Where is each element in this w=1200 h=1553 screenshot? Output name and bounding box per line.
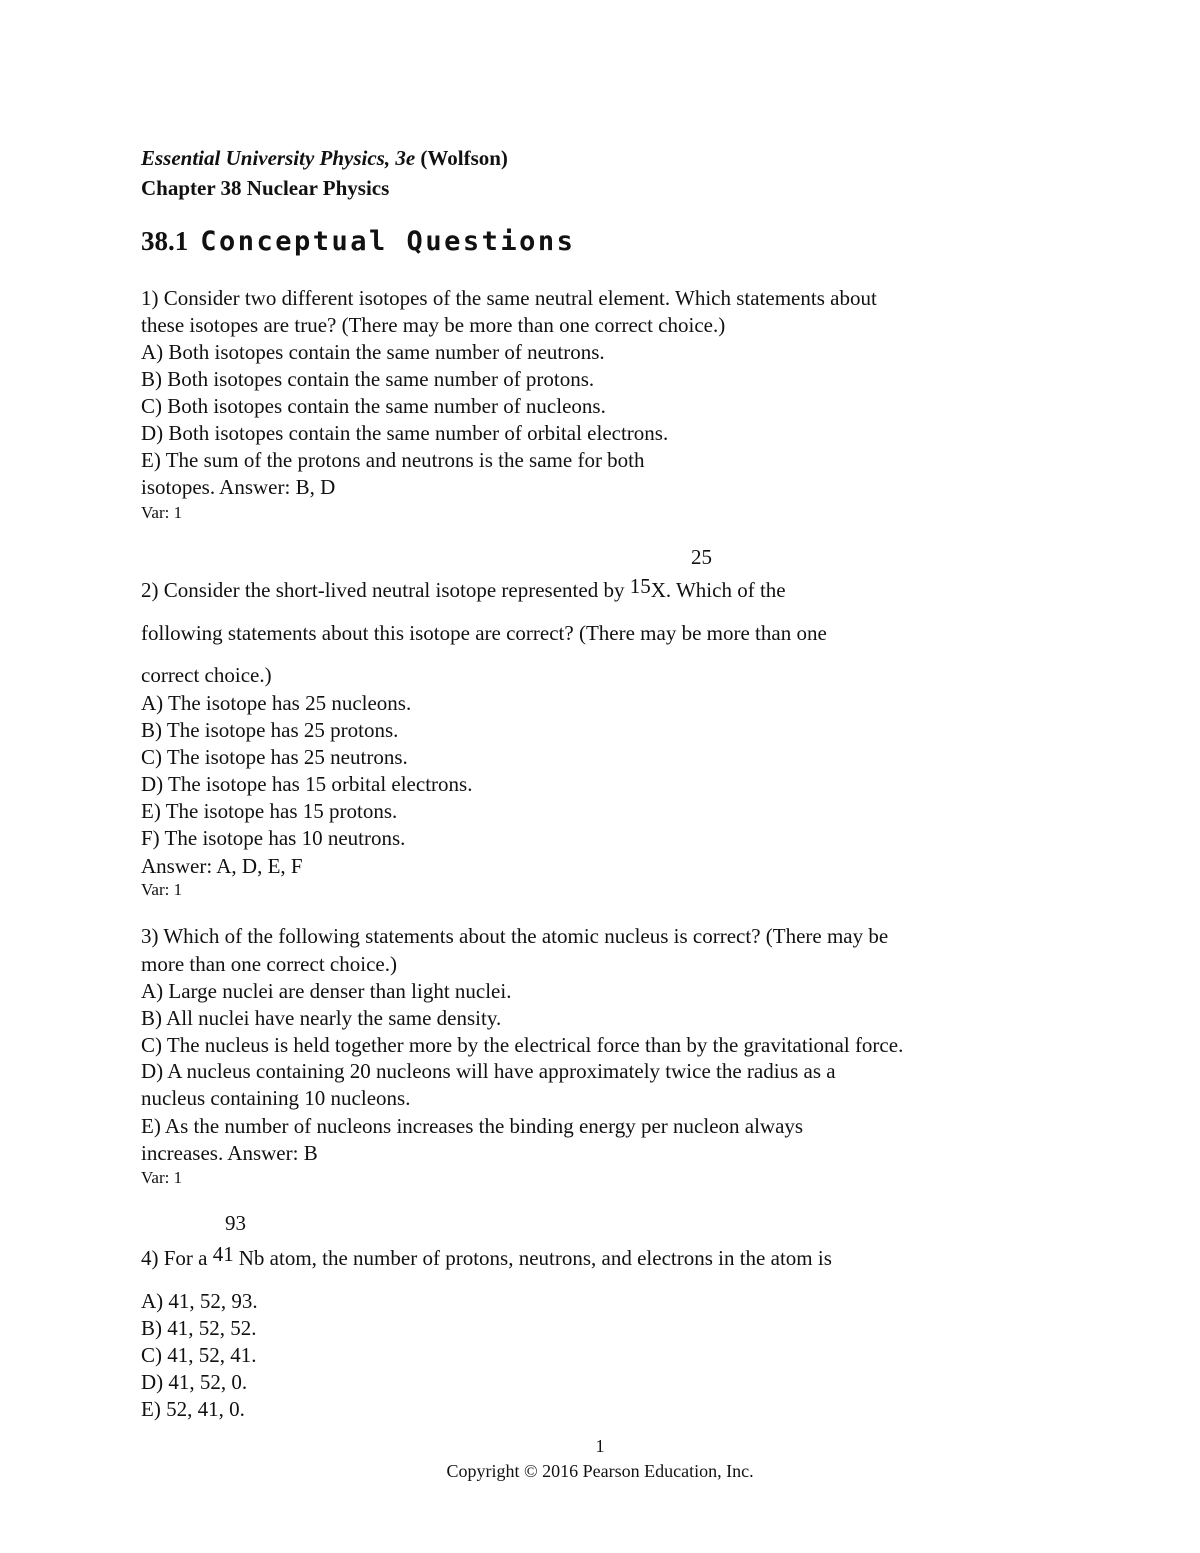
q1-stem-line2: these isotopes are true? (There may be more than one correct choice.) <box>141 313 726 337</box>
section-name: Conceptual Questions <box>200 226 576 257</box>
q2-mass-number: 25 <box>691 545 712 569</box>
q2-stem-line3: correct choice.) <box>141 663 272 687</box>
q3-option-a: A) Large nuclei are denser than light nuclei. <box>141 979 512 1003</box>
q3-stem-line1: 3) Which of the following statements about the atomic nucleus is correct? (There may be <box>141 924 889 948</box>
q1-var: Var: 1 <box>141 503 183 522</box>
q3-option-b: B) All nuclei have nearly the same density. <box>141 1006 502 1030</box>
q2-atomic-number: 15 <box>629 574 651 598</box>
q4-option-e: E) 52, 41, 0. <box>141 1397 245 1421</box>
q2-stem-line2: following statements about this isotope are correct? (There may be more than one <box>141 621 827 645</box>
q2-stem-line1 <box>141 574 786 604</box>
q4-option-b: B) 41, 52, 52. <box>141 1316 257 1340</box>
q2-option-f: F) The isotope has 10 neutrons. <box>141 826 406 850</box>
q4-mass-number: 93 <box>225 1211 246 1235</box>
q1-answer: isotopes. Answer: B, D <box>141 475 336 499</box>
q1-option-b: B) Both isotopes contain the same number of protons. <box>141 367 595 391</box>
q2-option-a: A) The isotope has 25 nucleons. <box>141 691 412 715</box>
book-author: (Wolfson) <box>415 146 508 170</box>
q4-option-d: D) 41, 52, 0. <box>141 1370 248 1394</box>
q3-option-d-line1: D) A nucleus containing 20 nucleons will have approximately twice the radius as a <box>141 1059 836 1083</box>
copyright-notice: Copyright © 2016 Pearson Education, Inc. <box>446 1461 754 1481</box>
section-heading <box>141 226 575 257</box>
q4-option-c: C) 41, 52, 41. <box>141 1343 257 1367</box>
q3-option-c: C) The nucleus is held together more by the electrical force than by the gravitational force. <box>141 1033 904 1057</box>
q4-stem-after: Nb atom, the number of protons, neutrons, and electrons in the atom is <box>238 1246 832 1270</box>
q2-answer: Answer: A, D, E, F <box>141 854 303 878</box>
book-title <box>141 146 508 171</box>
page-number: 1 <box>595 1436 605 1456</box>
q2-var: Var: 1 <box>141 880 183 899</box>
q1-stem-line1: 1) Consider two different isotopes of the same neutral element. Which statements about <box>141 286 877 310</box>
q3-option-e: E) As the number of nucleons increases the binding energy per nucleon always <box>141 1114 804 1138</box>
chapter-title: Chapter 38 Nuclear Physics <box>141 176 390 200</box>
q2-option-e: E) The isotope has 15 protons. <box>141 799 398 823</box>
section-number: 38.1 <box>141 226 189 256</box>
q2-option-c: C) The isotope has 25 neutrons. <box>141 745 408 769</box>
book-title-italic: Essential University Physics, 3e <box>141 146 416 170</box>
q4-stem <box>141 1242 832 1272</box>
q2-stem-after: X. Which of the <box>650 578 786 602</box>
q3-stem-line2: more than one correct choice.) <box>141 952 397 976</box>
q3-answer: increases. Answer: B <box>141 1141 318 1165</box>
q4-atomic-number: 41 <box>212 1242 234 1266</box>
q1-option-d: D) Both isotopes contain the same number of orbital electrons. <box>141 421 669 445</box>
q1-option-a: A) Both isotopes contain the same number of neutrons. <box>141 340 605 364</box>
q4-stem-before: 4) For a <box>141 1246 213 1270</box>
q3-option-d-line2: nucleus containing 10 nucleons. <box>141 1086 411 1110</box>
q2-stem-before: 2) Consider the short-lived neutral isotope represented by <box>141 578 630 602</box>
q3-var: Var: 1 <box>141 1168 183 1187</box>
q1-option-c: C) Both isotopes contain the same number of nucleons. <box>141 394 606 418</box>
q2-option-d: D) The isotope has 15 orbital electrons. <box>141 772 473 796</box>
q1-option-e: E) The sum of the protons and neutrons is the same for both <box>141 448 645 472</box>
q2-option-b: B) The isotope has 25 protons. <box>141 718 399 742</box>
q4-option-a: A) 41, 52, 93. <box>141 1289 258 1313</box>
